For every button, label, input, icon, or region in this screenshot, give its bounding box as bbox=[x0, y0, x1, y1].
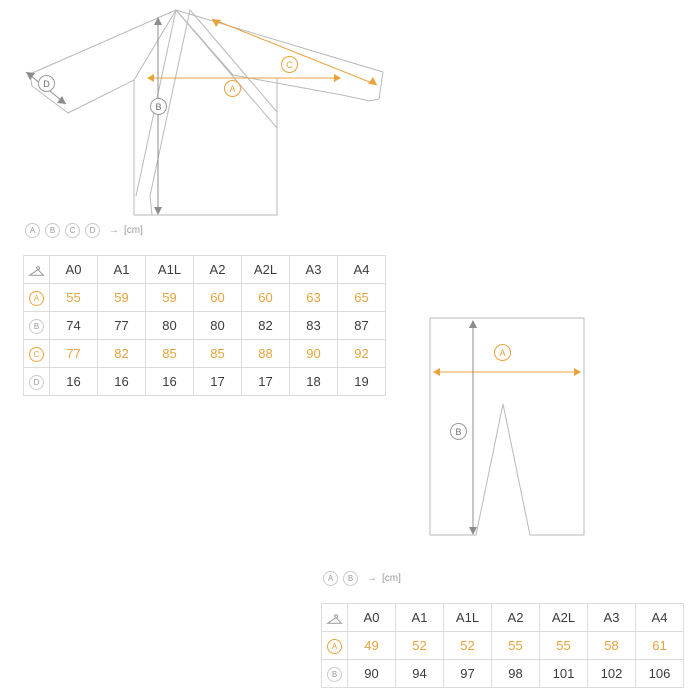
table-row bbox=[24, 312, 386, 340]
pants-legend bbox=[323, 571, 401, 586]
pants-marker-a: A bbox=[494, 344, 511, 361]
pants-b-a3: 102 bbox=[588, 660, 636, 688]
jacket-row-marker-b bbox=[24, 312, 50, 340]
jacket-d-a1: 16 bbox=[98, 368, 146, 396]
pants-b-a0: 90 bbox=[348, 660, 396, 688]
jacket-collar-fold bbox=[176, 10, 233, 75]
jacket-marker-b: B bbox=[150, 98, 167, 115]
jacket-lapel-right-outer bbox=[176, 10, 277, 128]
pants-legend-bubble-b: B bbox=[343, 571, 358, 586]
pants-marker-b: B bbox=[450, 423, 467, 440]
jacket-c-a4: 92 bbox=[338, 340, 386, 368]
pants-b-a2l: 101 bbox=[540, 660, 588, 688]
jacket-a-a4: 65 bbox=[338, 284, 386, 312]
jacket-legend-unit: [cm] bbox=[124, 225, 143, 236]
pants-col-a2: A2 bbox=[492, 604, 540, 632]
jacket-size-table bbox=[23, 255, 386, 396]
jacket-c-a3: 90 bbox=[290, 340, 338, 368]
pants-table-header-row bbox=[322, 604, 684, 632]
table-row bbox=[24, 284, 386, 312]
jacket-row-marker-c bbox=[24, 340, 50, 368]
pants-b-a1: 94 bbox=[396, 660, 444, 688]
jacket-col-a3: A3 bbox=[290, 256, 338, 284]
jacket-table-header-row bbox=[24, 256, 386, 284]
pants-b-a4: 106 bbox=[636, 660, 684, 688]
jacket-b-a2: 80 bbox=[194, 312, 242, 340]
jacket-legend-bubble-b: B bbox=[45, 223, 60, 238]
pants-row-marker-b bbox=[322, 660, 348, 688]
jacket-col-a2l: A2L bbox=[242, 256, 290, 284]
jacket-legend-arrow-icon: → bbox=[109, 225, 119, 236]
jacket-marker-a: A bbox=[224, 80, 241, 97]
pants-col-a2l: A2L bbox=[540, 604, 588, 632]
jacket-a-a2l: 60 bbox=[242, 284, 290, 312]
jacket-row-marker-a bbox=[24, 284, 50, 312]
pants-table-corner bbox=[322, 604, 348, 632]
pants-row-bubble-a: A bbox=[327, 639, 342, 654]
jacket-b-a1: 77 bbox=[98, 312, 146, 340]
pants-col-a1: A1 bbox=[396, 604, 444, 632]
jacket-measure-c-line bbox=[212, 19, 377, 85]
table-row bbox=[322, 632, 684, 660]
jacket-b-a1l: 80 bbox=[146, 312, 194, 340]
jacket-b-a4: 87 bbox=[338, 312, 386, 340]
pants-a-a1: 52 bbox=[396, 632, 444, 660]
pants-a-a2l: 55 bbox=[540, 632, 588, 660]
jacket-col-a2: A2 bbox=[194, 256, 242, 284]
jacket-b-a2l: 82 bbox=[242, 312, 290, 340]
pants-a-a3: 58 bbox=[588, 632, 636, 660]
jacket-a-a3: 63 bbox=[290, 284, 338, 312]
table-row bbox=[24, 340, 386, 368]
pants-b-a2: 98 bbox=[492, 660, 540, 688]
pants-b-a1l: 97 bbox=[444, 660, 492, 688]
pants-col-a0: A0 bbox=[348, 604, 396, 632]
pants-a-a4: 61 bbox=[636, 632, 684, 660]
table-row bbox=[322, 660, 684, 688]
jacket-row-bubble-c: C bbox=[29, 347, 44, 362]
jacket-col-a1: A1 bbox=[98, 256, 146, 284]
jacket-a-a0: 55 bbox=[50, 284, 98, 312]
jacket-legend-bubble-d: D bbox=[85, 223, 100, 238]
jacket-c-a2: 85 bbox=[194, 340, 242, 368]
hanger-icon bbox=[326, 613, 343, 624]
jacket-row-bubble-d: D bbox=[29, 375, 44, 390]
pants-row-marker-a bbox=[322, 632, 348, 660]
pants-a-a0: 49 bbox=[348, 632, 396, 660]
jacket-row-marker-d bbox=[24, 368, 50, 396]
jacket-a-a1: 59 bbox=[98, 284, 146, 312]
jacket-c-a1: 82 bbox=[98, 340, 146, 368]
jacket-d-a2: 17 bbox=[194, 368, 242, 396]
table-row bbox=[24, 368, 386, 396]
jacket-legend-bubble-c: C bbox=[65, 223, 80, 238]
jacket-d-a1l: 16 bbox=[146, 368, 194, 396]
pants-a-a1l: 52 bbox=[444, 632, 492, 660]
jacket-col-a1l: A1L bbox=[146, 256, 194, 284]
jacket-b-a3: 83 bbox=[290, 312, 338, 340]
jacket-legend bbox=[25, 223, 143, 238]
hanger-icon bbox=[28, 265, 45, 276]
jacket-d-a2l: 17 bbox=[242, 368, 290, 396]
jacket-right-sleeve bbox=[176, 10, 383, 101]
jacket-shoulder-left bbox=[134, 10, 176, 80]
jacket-c-a0: 77 bbox=[50, 340, 98, 368]
pants-a-a2: 55 bbox=[492, 632, 540, 660]
jacket-left-sleeve bbox=[30, 10, 176, 113]
jacket-d-a0: 16 bbox=[50, 368, 98, 396]
jacket-col-a0: A0 bbox=[50, 256, 98, 284]
jacket-legend-bubble-a: A bbox=[25, 223, 40, 238]
pants-legend-bubble-a: A bbox=[323, 571, 338, 586]
jacket-c-a1l: 85 bbox=[146, 340, 194, 368]
jacket-d-a4: 19 bbox=[338, 368, 386, 396]
jacket-row-bubble-b: B bbox=[29, 319, 44, 334]
jacket-a-a2: 60 bbox=[194, 284, 242, 312]
jacket-marker-d: D bbox=[38, 75, 55, 92]
pants-size-table bbox=[321, 603, 684, 688]
jacket-marker-c: C bbox=[281, 56, 298, 73]
jacket-col-a4: A4 bbox=[338, 256, 386, 284]
jacket-a-a1l: 59 bbox=[146, 284, 194, 312]
jacket-c-a2l: 88 bbox=[242, 340, 290, 368]
pants-legend-unit: [cm] bbox=[382, 573, 401, 584]
pants-row-bubble-b: B bbox=[327, 667, 342, 682]
pants-col-a1l: A1L bbox=[444, 604, 492, 632]
jacket-row-bubble-a: A bbox=[29, 291, 44, 306]
jacket-b-a0: 74 bbox=[50, 312, 98, 340]
pants-col-a3: A3 bbox=[588, 604, 636, 632]
jacket-d-a3: 18 bbox=[290, 368, 338, 396]
pants-legend-arrow-icon: → bbox=[367, 573, 377, 584]
jacket-table-corner bbox=[24, 256, 50, 284]
pants-col-a4: A4 bbox=[636, 604, 684, 632]
